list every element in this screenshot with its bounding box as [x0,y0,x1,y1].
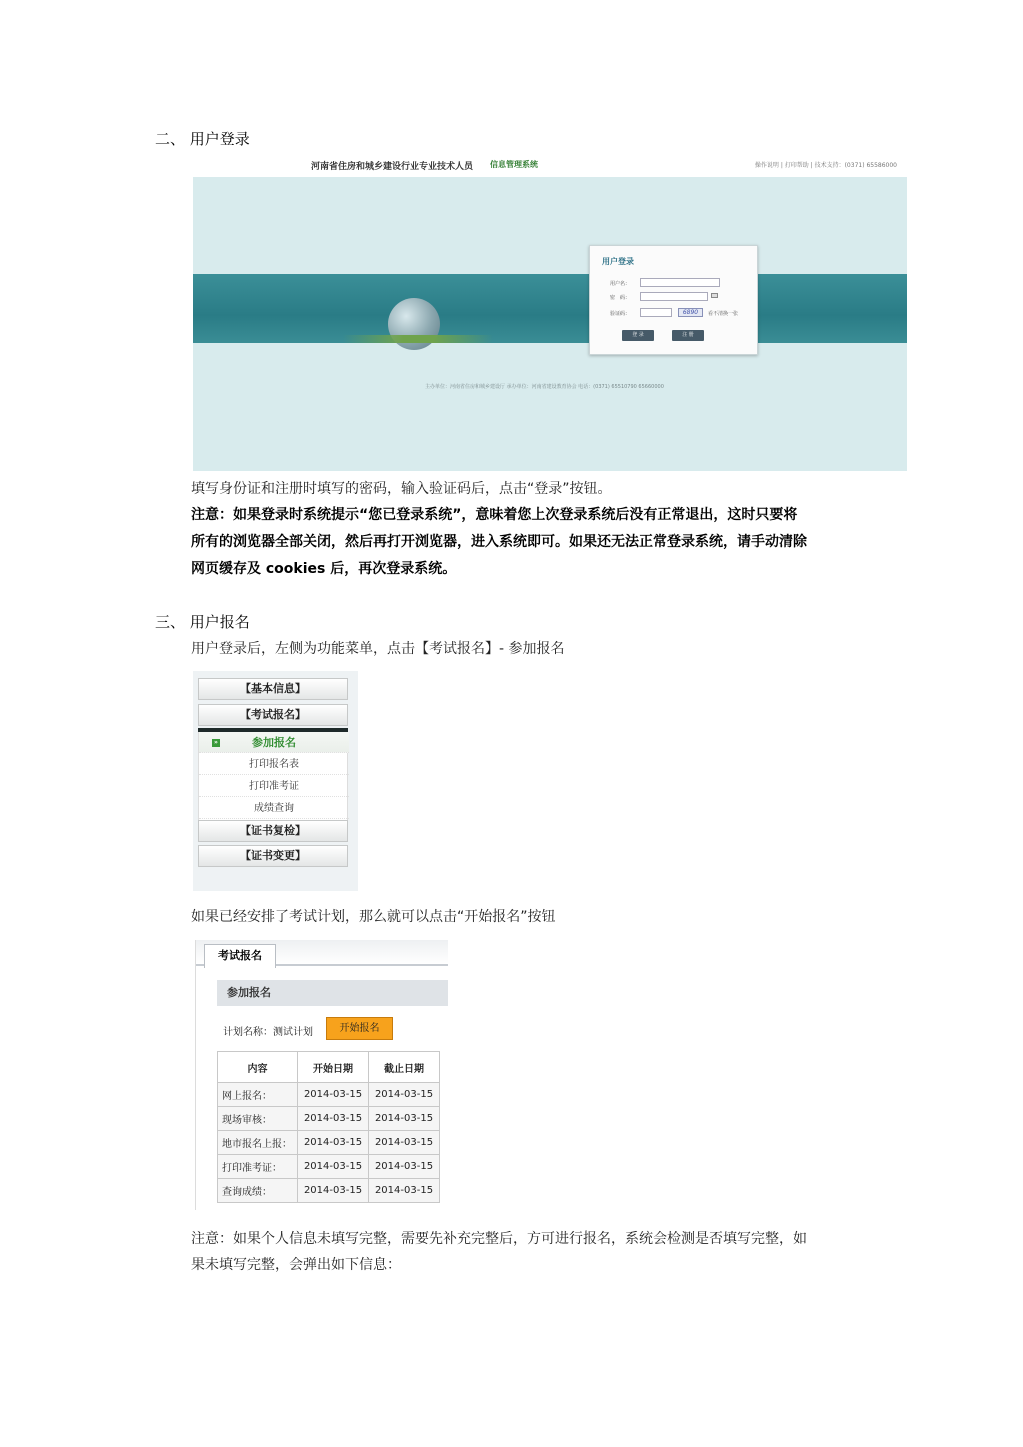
table-row [218,1155,440,1179]
system-title: 河南省住房和城乡建设行业专业技术人员 [311,162,474,172]
captcha-refresh-link[interactable]: 看不清换一张 [708,311,739,317]
login-topbar [193,150,907,177]
table-cell: 2014-03-15 [298,1083,369,1107]
menu-item-label: 参加报名 [252,736,296,749]
table-cell: 查询成绩： [218,1179,298,1203]
section3-note-line1: 注意：如果个人信息未填写完整，需要先补充完整后，方可进行报名，系统会检测是否填写完整，如 [191,1231,807,1247]
table-cell: 地市报名上报： [218,1131,298,1155]
captcha-image[interactable]: 6890 [678,308,703,317]
menu-item-score-query[interactable]: 成绩查询 [199,798,349,819]
table-header-row [218,1052,440,1083]
table-cell: 2014-03-15 [369,1107,440,1131]
menu-item-join-registration[interactable] [199,732,349,753]
username-label: 用户名： [610,281,631,287]
table-cell: 打印准考证： [218,1155,298,1179]
captcha-input[interactable] [640,308,672,317]
menu-item-print-admission[interactable]: 打印准考证 [199,776,349,797]
table-cell: 2014-03-15 [369,1155,440,1179]
table-cell: 2014-03-15 [369,1131,440,1155]
table-cell: 网上报名： [218,1083,298,1107]
arrow-right-icon: » [212,739,220,747]
plan-name: 计划名称：测试计划 [223,1027,313,1038]
column-header: 内容 [218,1052,298,1083]
register-button[interactable]: 注 册 [672,330,704,341]
section3-desc: 用户登录后，左侧为功能菜单，点击【考试报名】- 参加报名 [191,641,565,657]
registration-screenshot [195,940,447,1210]
menu-screenshot [193,671,358,891]
menu-cert-review[interactable]: 【证书复检】 [198,820,348,842]
start-registration-button[interactable]: 开始报名 [326,1017,393,1040]
table-cell: 2014-03-15 [298,1155,369,1179]
table-row [218,1083,440,1107]
menu-basic-info[interactable]: 【基本信息】 [198,678,348,700]
table-cell: 现场审核： [218,1107,298,1131]
table-cell: 2014-03-15 [298,1131,369,1155]
section2-heading: 二、 用户登录 [155,130,250,148]
column-header: 截止日期 [369,1052,440,1083]
column-header: 开始日期 [298,1052,369,1083]
table-row [218,1107,440,1131]
login-screenshot [193,150,907,471]
grass-decoration [343,335,493,343]
section2-desc: 填写身份证和注册时填写的密码，输入验证码后，点击“登录”按钮。 [191,481,612,497]
section3-note-line2: 果未填写完整，会弹出如下信息： [191,1257,401,1273]
menu-submenu [198,732,348,820]
password-label: 密 码： [610,295,631,301]
section2-note-line1: 注意：如果登录时系统提示“您已登录系统”，意味着您上次登录系统后没有正常退出，这时只要将 [191,507,798,523]
menu-exam-registration[interactable]: 【考试报名】 [198,704,348,726]
table-cell: 2014-03-15 [298,1179,369,1203]
username-input[interactable] [640,278,720,287]
menu-cert-change[interactable]: 【证书变更】 [198,845,348,867]
tab-exam-registration[interactable]: 考试报名 [204,944,276,968]
keyboard-icon[interactable] [711,293,718,298]
table-cell: 2014-03-15 [369,1083,440,1107]
login-box-title: 用户登录 [602,257,634,266]
login-box [589,245,758,355]
table-cell: 2014-03-15 [369,1179,440,1203]
section3-desc2: 如果已经安排了考试计划，那么就可以点击“开始报名”按钮 [191,909,556,925]
captcha-label: 验证码： [610,311,631,317]
table-row [218,1131,440,1155]
section3-heading: 三、 用户报名 [155,613,250,631]
table-row [218,1179,440,1203]
section2-note-line2: 所有的浏览器全部关闭，然后再打开浏览器，进入系统即可。如果还无法正常登录系统，请手动清除 [191,534,807,550]
schedule-table [217,1051,440,1203]
section2-note-line3: 网页缓存及 cookies 后，再次登录系统。 [191,561,457,577]
section-title: 参加报名 [217,980,448,1006]
menu-item-print-form[interactable]: 打印报名表 [199,754,349,775]
top-links[interactable]: 操作说明 | 打印帮助 | 技术支持：(0371) 65586000 [754,162,897,169]
teal-banner [193,274,907,343]
login-button[interactable]: 登 录 [622,330,654,341]
login-footer: 主办单位：河南省住房和城乡建设厅 承办单位：河南省建设教育协会 电话：(0371) 65510790 65660000 [425,384,664,390]
password-input[interactable] [640,292,708,301]
login-background [193,177,907,471]
system-title-suffix: 信息管理系统 [490,159,538,169]
table-cell: 2014-03-15 [298,1107,369,1131]
